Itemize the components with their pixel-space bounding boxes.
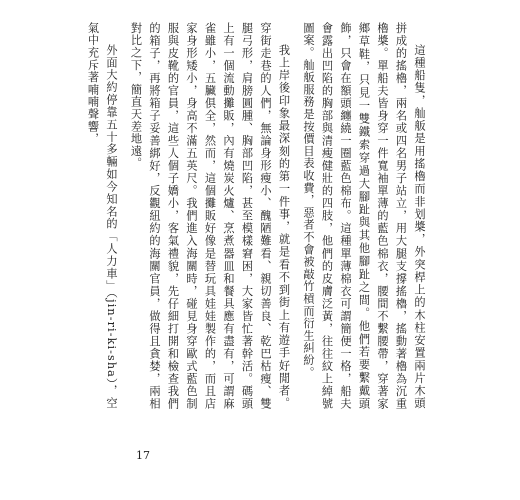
vertical-text-block <box>86 22 428 410</box>
page-number: 17 <box>136 449 150 462</box>
paragraph-2: 我上岸後印象最深刻的第一件事，就是看不到街上有遊手好閒者。穿街走巷的人們，無論身形瘦小、醜陋難看、親切善良、乾巴枯瘦、雙腿弓形，肩膀圓腫、胸部凹陷，甚至模樣窘困，大家皆忙著幹活。碼頭上有一個流動攤販，內有燒炭火爐、烹煮器皿和餐具應有盡有，可謂麻雀雖小，五臟俱全，然而，這個攤販好像是替玩具娃娃製作的，而且店家身形矮小，身高不滿五英尺。我們進入海關時，碰見身穿歐式藍色制服與皮靴的官員，這些人個子嬌小，客氣禮貌，先仔細打開和檢查我們的箱子，再將箱子妥善綁好，反觀紐約的海關官員，做得且貪婪，兩相對比之下，簡直天差地遠。 <box>129 22 291 410</box>
paragraph-1: 這種船隻，舢舨是用搖櫓而非划槳，外突桿上的木柱安置兩片木頭拼成的搖櫓，兩名或四名男子站立，用大腿支撐搖櫓，搖動著櫓為沉重櫓槳。單船夫皆身穿一件寬袖單薄的藍色棉衣，腰間不繫腰帶，穿著家鄉草鞋，只見一雙鐵索穿過大腳趾與其他腳趾之間。他們若要繫戴頭飾，只會在額頭纏繞一圈藍色棉布。這種單薄棉衣可謂簡便一格，船夫會露出凹陷的胸部與清瘦健壯的四肢，他們的皮膚泛黃，往往紋上綽號圖案。舢舨服務是按價目表收費，惡者不會被敲竹槓而衍生糾紛。 <box>302 22 426 410</box>
paragraph-3: 外面大約停靠五十多輛如今知名的「人力車」（jin-ri-ki-sha），空氣中充斥著喃喃聲響， <box>86 22 118 410</box>
